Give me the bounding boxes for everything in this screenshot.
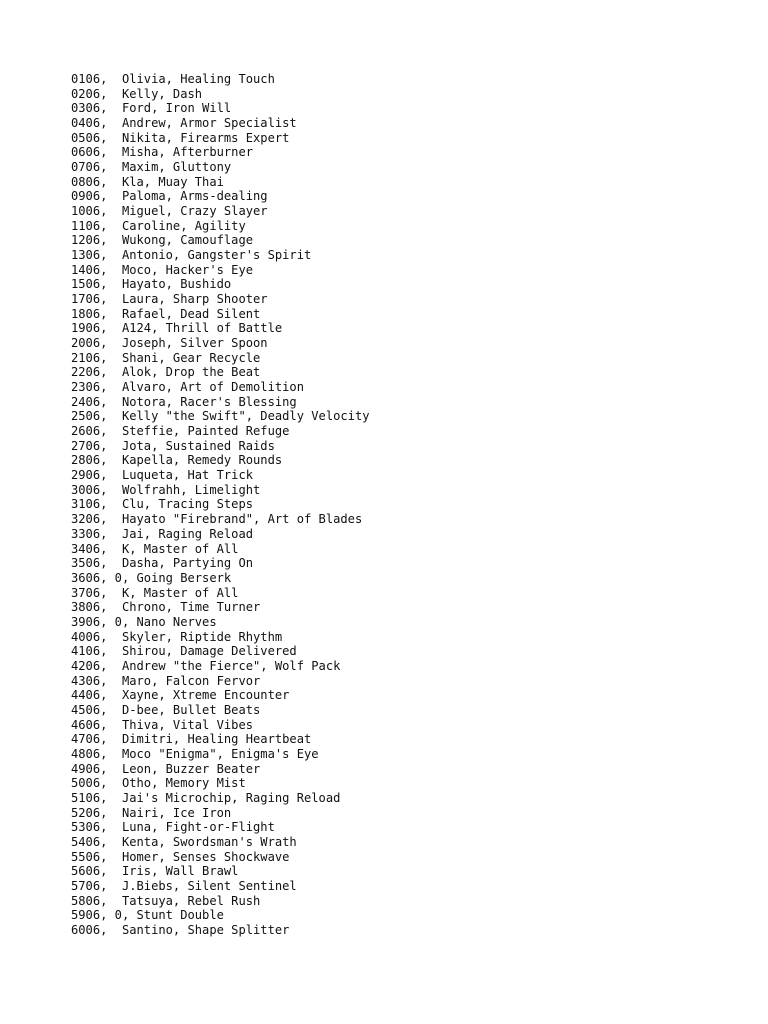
list-item: 4806, Moco "Enigma", Enigma's Eye — [71, 746, 319, 761]
list-item: 4606, Thiva, Vital Vibes — [71, 717, 254, 732]
list-item: 4006, Skyler, Riptide Rhythm — [71, 629, 283, 644]
list-item: 1906, A124, Thrill of Battle — [71, 321, 283, 336]
list-item: 5706, J.Biebs, Silent Sentinel — [71, 878, 297, 893]
list-item: 1406, Moco, Hacker's Eye — [71, 262, 254, 277]
list-item: 2306, Alvaro, Art of Demolition — [71, 380, 304, 395]
list-item: 0206, Kelly, Dash — [71, 86, 203, 101]
list-item: 2206, Alok, Drop the Beat — [71, 365, 261, 380]
list-item: 1506, Hayato, Bushido — [71, 277, 232, 292]
list-item: 3906, 0, Nano Nerves — [71, 614, 217, 629]
list-item: 2406, Notora, Racer's Blessing — [71, 394, 297, 409]
list-item: 5606, Iris, Wall Brawl — [71, 864, 239, 879]
list-item: 5206, Nairi, Ice Iron — [71, 805, 232, 820]
list-item: 3406, K, Master of All — [71, 541, 239, 556]
list-item: 5106, Jai's Microchip, Raging Reload — [71, 790, 341, 805]
list-item: 2806, Kapella, Remedy Rounds — [71, 453, 283, 468]
list-item: 0106, Olivia, Healing Touch — [71, 72, 275, 86]
list-item: 1206, Wukong, Camouflage — [71, 233, 254, 248]
list-item: 5406, Kenta, Swordsman's Wrath — [71, 834, 297, 849]
list-item: 5006, Otho, Memory Mist — [71, 776, 246, 791]
list-item: 5506, Homer, Senses Shockwave — [71, 849, 290, 864]
list-item: 3806, Chrono, Time Turner — [71, 600, 261, 615]
list-item: 2006, Joseph, Silver Spoon — [71, 336, 268, 351]
list-item: 0806, Kla, Muay Thai — [71, 174, 224, 189]
character-ability-list — [71, 72, 370, 938]
list-item: 4106, Shirou, Damage Delivered — [71, 644, 297, 659]
list-item: 2506, Kelly "the Swift", Deadly Velocity — [71, 409, 370, 424]
list-item: 2606, Steffie, Painted Refuge — [71, 424, 290, 439]
list-item: 0406, Andrew, Armor Specialist — [71, 116, 297, 131]
list-item: 3106, Clu, Tracing Steps — [71, 497, 254, 512]
list-item: 0606, Misha, Afterburner — [71, 145, 254, 160]
list-item: 0706, Maxim, Gluttony — [71, 160, 232, 175]
list-item: 5306, Luna, Fight-or-Flight — [71, 820, 275, 835]
list-item: 6006, Santino, Shape Splitter — [71, 922, 290, 937]
list-item: 5806, Tatsuya, Rebel Rush — [71, 893, 261, 908]
list-item: 2906, Luqueta, Hat Trick — [71, 468, 254, 483]
list-item: 3506, Dasha, Partying On — [71, 556, 254, 571]
list-item: 4206, Andrew "the Fierce", Wolf Pack — [71, 658, 341, 673]
list-item: 3606, 0, Going Berserk — [71, 570, 232, 585]
list-item: 2106, Shani, Gear Recycle — [71, 350, 261, 365]
list-item: 3306, Jai, Raging Reload — [71, 526, 254, 541]
list-item: 3706, K, Master of All — [71, 585, 239, 600]
list-item: 1306, Antonio, Gangster's Spirit — [71, 248, 312, 263]
list-item: 3006, Wolfrahh, Limelight — [71, 482, 261, 497]
list-item: 4706, Dimitri, Healing Heartbeat — [71, 732, 312, 747]
list-item: 0506, Nikita, Firearms Expert — [71, 130, 290, 145]
list-item: 1006, Miguel, Crazy Slayer — [71, 204, 268, 219]
list-item: 1106, Caroline, Agility — [71, 218, 246, 233]
list-item: 1806, Rafael, Dead Silent — [71, 306, 261, 321]
list-item: 0906, Paloma, Arms-dealing — [71, 189, 268, 204]
list-item: 5906, 0, Stunt Double — [71, 908, 224, 923]
list-item: 4406, Xayne, Xtreme Encounter — [71, 688, 290, 703]
list-item: 3206, Hayato "Firebrand", Art of Blades — [71, 512, 363, 527]
list-item: 2706, Jota, Sustained Raids — [71, 438, 275, 453]
list-item: 1706, Laura, Sharp Shooter — [71, 292, 268, 307]
list-item: 4306, Maro, Falcon Fervor — [71, 673, 261, 688]
list-item: 0306, Ford, Iron Will — [71, 101, 232, 116]
list-item: 4906, Leon, Buzzer Beater — [71, 761, 261, 776]
list-item: 4506, D-bee, Bullet Beats — [71, 702, 261, 717]
